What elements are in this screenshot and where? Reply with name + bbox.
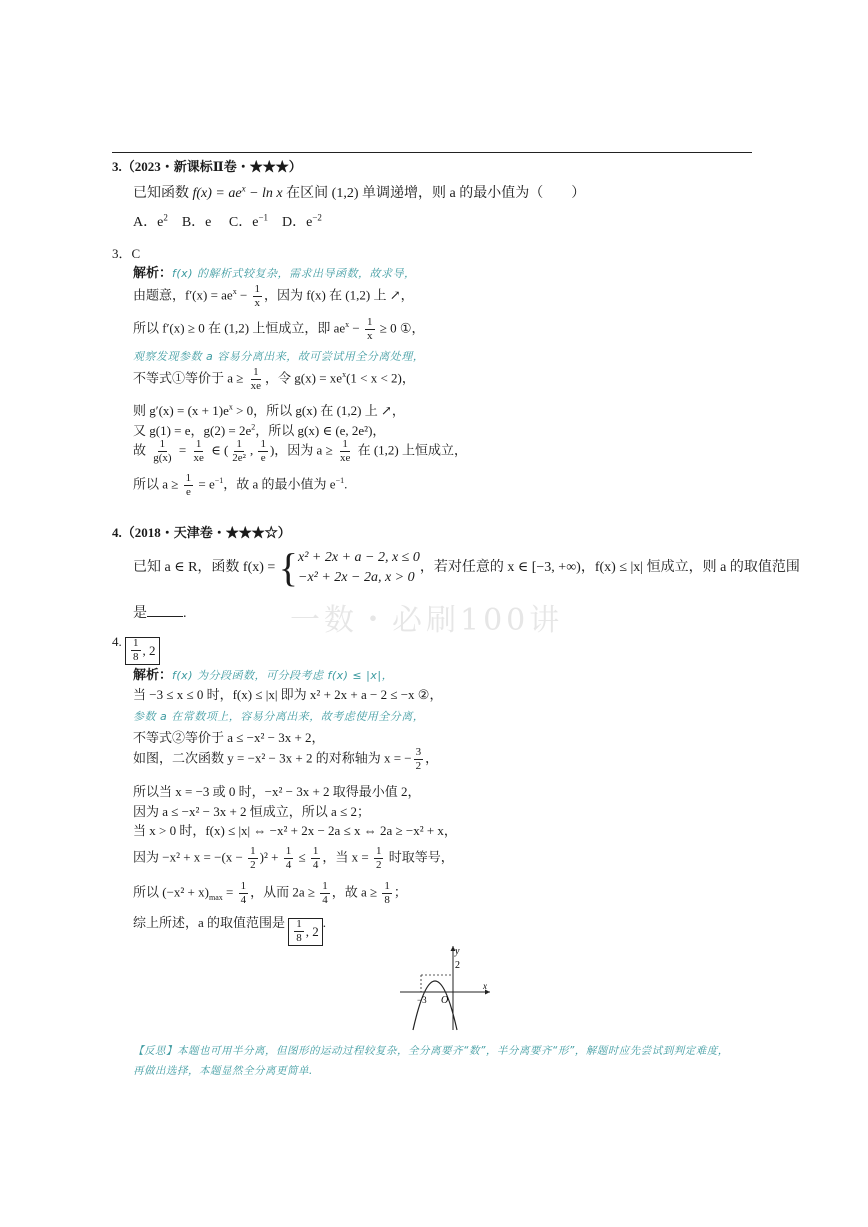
frac-den: 4	[285, 859, 292, 871]
answer4-interval	[125, 637, 160, 665]
line8-a: 故	[133, 442, 150, 458]
frac-den: 2	[375, 859, 382, 871]
line9-a: 所以 a ≥	[133, 476, 182, 492]
x-axis-label: x	[483, 981, 487, 991]
frac-num: 1	[254, 283, 261, 295]
line8-b: =	[175, 442, 190, 458]
line8-frac4	[258, 438, 268, 465]
answer3-line1	[133, 262, 415, 281]
line5-text-a: 不等式①等价于 a ≥	[133, 370, 247, 386]
line7-text: 又 g(1) = e，g(2) = 2e	[133, 423, 252, 438]
analysis-label: 解析：	[133, 667, 173, 682]
parabola-curve	[413, 981, 457, 1030]
problem3-stem	[133, 182, 585, 202]
l11-a: 综上所述，a 的取值范围是	[133, 915, 289, 930]
problem4-stem-line2	[133, 602, 187, 622]
line9-c: ，故 a 的最小值为 e	[223, 476, 336, 492]
problem4-stem-b: ，若对任意的 x ∈ [−3, +∞)，f(x) ≤ |x| 恒成立，则 a 的取值范围	[419, 560, 800, 576]
answer4-label: 4.	[112, 634, 122, 649]
reflection-line2: 再做出选择，本题显然全分离更简单.	[133, 1065, 313, 1077]
l9-frac3	[311, 845, 321, 872]
frac-num: 1	[250, 845, 256, 857]
frac-num: 1	[133, 637, 139, 649]
l9-frac2	[284, 845, 294, 872]
l9-frac4	[374, 845, 384, 872]
line2-frac	[253, 283, 263, 310]
line5-exp: x	[342, 370, 347, 380]
frac-num: 1	[159, 438, 166, 450]
line8-frac3	[230, 438, 248, 465]
frac-den: x	[367, 330, 373, 342]
analysis-note: f(x) 的解析式较复杂，需求出导函数，故求导，	[172, 267, 416, 280]
frac-num: 1	[185, 472, 192, 484]
watermark: 一数・必刷100讲	[290, 603, 564, 638]
line3-text-c: ≥ 0 ①，	[376, 320, 425, 336]
l10-b: =	[222, 884, 237, 900]
piece2: −x² + 2x − 2a, x > 0	[298, 570, 415, 585]
answer4-line0	[112, 634, 160, 665]
line7-exp: 2	[251, 422, 256, 432]
l10-a: 所以 (−x² + x)	[133, 884, 209, 900]
frac-den: e	[185, 486, 191, 498]
answer4-line10	[133, 880, 407, 907]
frac-den: g(x)	[153, 452, 172, 464]
answer3-line4-note: 观察发现参数 a 容易分离出来，故可尝试用全分离处理，	[133, 350, 425, 363]
frac-num: 1	[240, 880, 247, 892]
problem4-stem	[133, 545, 800, 590]
problem4-header: 4.（2018・天津卷・★★★☆）	[112, 525, 291, 540]
frac-num: 1	[236, 438, 242, 450]
line2-text-c: ，因为 f(x) 在 (1,2) 上 ↗，	[264, 287, 414, 303]
answer4-line9	[133, 845, 454, 872]
answer4-line11	[133, 912, 326, 946]
frac-den: 4	[240, 894, 247, 906]
answer4-line3-note: 参数 a 在常数项上，容易分离出来，故考虑使用全分离，	[133, 710, 425, 723]
line5-frac	[249, 366, 263, 393]
problem4-stem-c: 是	[133, 606, 147, 621]
problem3-header: 3.（2023・新课标Ⅱ卷・★★★）	[112, 159, 302, 174]
frac-den: 4	[322, 894, 328, 906]
l9-c: ≤	[295, 849, 309, 865]
piecewise-brace: {	[278, 545, 298, 590]
answer3-line5	[133, 366, 415, 393]
frac-den: xe	[339, 452, 351, 464]
option-bc: B．e C．e	[167, 215, 259, 230]
problem3-func-tail: − ln x	[245, 186, 283, 201]
l10-e: ；	[393, 884, 407, 900]
frac-den: xe	[250, 380, 262, 392]
answer4-line8: 当 x > 0 时，f(x) ≤ |x| ⇔ −x² + 2x − 2a ≤ x ⇔ 2a ≥ −x² + x，	[133, 823, 457, 838]
line9-exp2: −1	[335, 476, 345, 486]
answer4-line5	[133, 746, 438, 773]
frac-den: xe	[193, 452, 204, 464]
y-axis-label: y	[455, 946, 460, 957]
line5-text-b: ，令 g(x) = xe	[265, 370, 343, 386]
problem3-func: f(x) = ae	[192, 186, 242, 201]
l9-d: ，当 x =	[322, 849, 372, 865]
answer4-line6: 所以当 x = −3 或 0 时，−x² − 3x + 2 取得最小值 2，	[133, 784, 421, 799]
problem4-stem-a: 已知 a ∈ R，函数 f(x) =	[133, 560, 279, 576]
answer3-line2	[133, 283, 414, 310]
line9-frac	[184, 472, 194, 499]
line9-exp: −1	[214, 476, 224, 486]
l9-a: 因为 −x² + x = −(x −	[133, 849, 247, 865]
l5-a: 如图，二次函数 y = −x² − 3x + 2 的对称轴为 x = −	[133, 750, 412, 766]
answer3-line9	[133, 472, 347, 499]
line2-exp: x	[232, 287, 237, 297]
origin-label: O	[441, 995, 449, 1006]
ans-tail: , 2	[142, 642, 156, 658]
problem3-func-exp: x	[241, 183, 246, 194]
answer4-line2: 当 −3 ≤ x ≤ 0 时，f(x) ≤ |x| 即为 x² + 2x + a − 2 ≤ −x ②，	[133, 687, 443, 702]
frac-num: 1	[322, 880, 328, 892]
l11-interval	[288, 918, 323, 946]
frac-den: 2e²	[232, 452, 246, 464]
frac-num: 1	[312, 845, 319, 857]
line6-tail: > 0，所以 g(x) 在 (1,2) 上 ↗，	[232, 403, 405, 418]
line8-frac2	[191, 438, 205, 465]
answer4-line7: 因为 a ≤ −x² − 3x + 2 恒成立，所以 a ≤ 2；	[133, 804, 370, 819]
frac-den: 2	[415, 760, 422, 772]
frac-den: e	[260, 452, 266, 464]
l10-frac3	[382, 880, 392, 907]
frac-num: 1	[375, 845, 382, 857]
l11-frac	[294, 918, 304, 945]
answer3-line8	[133, 438, 467, 465]
option-a-exp: 2	[163, 212, 168, 223]
answer4-line1	[133, 664, 393, 683]
frac-num: 1	[253, 366, 259, 378]
answer3-line7	[133, 420, 385, 439]
line8-d: ,	[249, 442, 257, 458]
line5-text-c: (1 < x < 2)，	[346, 370, 415, 386]
piece1: x² + 2x + a − 2, x ≤ 0	[298, 550, 420, 565]
frac-num: 1	[285, 845, 292, 857]
line2-text-a: 由题意，f′(x) = ae	[133, 287, 233, 303]
l9-e: 时取等号，	[385, 849, 454, 865]
line8-frac5	[338, 438, 352, 465]
line7-tail: ，所以 g(x) ∈ (e, 2e²)，	[255, 423, 386, 438]
line3-frac	[365, 316, 375, 343]
l11-b: , 2	[305, 923, 319, 939]
line9-b: = e	[195, 476, 215, 492]
option-a: A．e	[133, 215, 164, 230]
option-d: D．e	[268, 215, 313, 230]
line8-c: ∈ (	[207, 442, 229, 458]
piecewise-pieces	[298, 548, 420, 588]
frac-num: 1	[260, 438, 266, 450]
line8-frac1	[151, 438, 173, 465]
line9-d: .	[344, 476, 348, 492]
frac-num: 1	[342, 438, 348, 450]
parabola-graph	[395, 942, 495, 1032]
answer3-line6	[133, 400, 405, 419]
l11-c: .	[322, 915, 327, 930]
frac-den: 8	[384, 894, 390, 906]
l10-c: ，从而 2a ≥	[250, 884, 319, 900]
line8-f: 在 (1,2) 上恒成立，	[354, 442, 468, 458]
x-tick-label: −3	[417, 995, 427, 1005]
line6-text: 则 g′(x) = (x + 1)e	[133, 403, 229, 418]
ans-frac	[131, 637, 141, 664]
reflection-line1: 【反思】本题也可用半分离，但图形的运动过程较复杂，全分离要齐“数”，半分离要齐“形”，解题时应先尝试到判定难度，	[133, 1045, 729, 1057]
top-rule	[112, 152, 752, 153]
l5-b: ，	[425, 750, 439, 766]
line3-text-b: −	[349, 320, 364, 336]
l10-sub: max	[208, 893, 223, 903]
answer-blank[interactable]	[147, 604, 183, 617]
frac-den: 2	[250, 859, 256, 871]
l9-frac1	[248, 845, 258, 872]
frac-num: 1	[384, 880, 390, 892]
analysis-label: 解析：	[133, 265, 173, 280]
frac-den: x	[254, 297, 261, 309]
frac-num: 1	[367, 316, 373, 328]
l9-b: )² +	[259, 849, 282, 865]
line3-text-a: 所以 f′(x) ≥ 0 在 (1,2) 上恒成立，即 ae	[133, 320, 346, 336]
frac-den: 8	[296, 932, 302, 944]
option-d-exp: −2	[312, 212, 322, 223]
analysis-note: f(x) 为分段函数，可分段考虑 f(x) ≤ |x|，	[172, 669, 394, 682]
answer4-line4: 不等式②等价于 a ≤ −x² − 3x + 2，	[133, 730, 325, 745]
l10-frac2	[320, 880, 330, 907]
problem3-stem-pre: 已知函数	[133, 186, 189, 201]
l10-d: ，故 a ≥	[331, 884, 381, 900]
line8-e: )，因为 a ≥	[269, 442, 336, 458]
frac-den: 8	[133, 651, 139, 663]
y-tick-label: 2	[455, 960, 460, 971]
line3-exp: x	[345, 320, 350, 330]
l10-frac1	[239, 880, 249, 907]
line2-text-b: −	[236, 287, 251, 303]
frac-num: 1	[296, 918, 302, 930]
problem3-stem-post: 在区间 (1,2) 单调递增，则 a 的最小值为（ ）	[286, 186, 586, 201]
option-c-exp: −1	[258, 212, 269, 223]
frac-num: 3	[415, 746, 422, 758]
frac-num: 1	[195, 438, 202, 450]
problem3-options	[133, 211, 322, 231]
answer3-line3	[133, 316, 425, 343]
l5-frac	[414, 746, 424, 773]
problem4-stem-d: .	[183, 606, 187, 621]
line6-exp: x	[228, 402, 233, 412]
frac-den: 4	[312, 859, 319, 871]
answer3-label: 3．C	[112, 246, 141, 261]
